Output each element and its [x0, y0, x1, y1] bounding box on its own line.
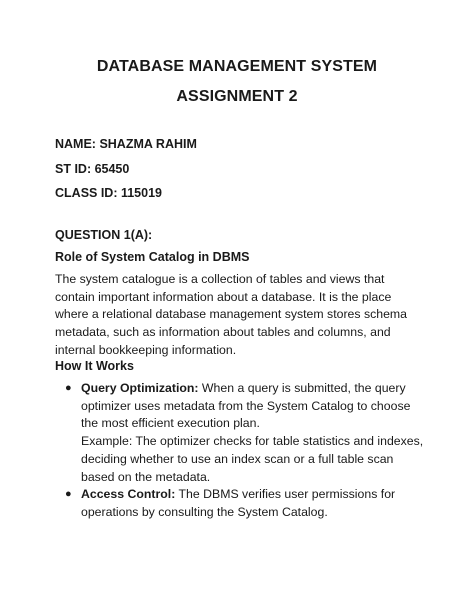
section-heading: Role of System Catalog in DBMS: [55, 250, 250, 264]
document-subtitle: ASSIGNMENT 2: [176, 88, 298, 105]
bullet-text: When a query is submitted, the query optimizer uses metadata from the System Catalog to choose the most efficient execution plan.: [81, 381, 411, 431]
list-item: [55, 486, 430, 521]
bullet-example: Example: The optimizer checks for table statistics and indexes, deciding whether to use an index scan or a full table scan based on the metadata.: [81, 434, 424, 484]
bullet-title: Query Optimization:: [81, 381, 199, 395]
bullet-title: Access Control:: [81, 487, 176, 502]
class-id: CLASS ID: 115019: [55, 186, 162, 200]
bullet-icon: ●: [65, 382, 72, 394]
bullet-list: [55, 380, 430, 522]
student-name: NAME: SHAZMA RAHIM: [55, 137, 197, 151]
intro-paragraph: The system catalogue is a collection of tables and views that contain important information about a database. It is the place where a relational database management system stores schema metadata, such as information about tables and columns, and internal bookkeeping information.: [55, 272, 408, 357]
document-title: DATABASE MANAGEMENT SYSTEM: [96, 58, 378, 75]
question-heading: QUESTION 1(A):: [55, 228, 153, 242]
bullet-text: The DBMS verifies user permissions for operations by consulting the System Catalog.: [81, 487, 396, 519]
student-id: ST ID: 65450: [55, 162, 130, 176]
list-item: [55, 380, 430, 486]
how-it-works-heading: How It Works: [55, 359, 134, 373]
bullet-icon: ●: [65, 488, 72, 501]
